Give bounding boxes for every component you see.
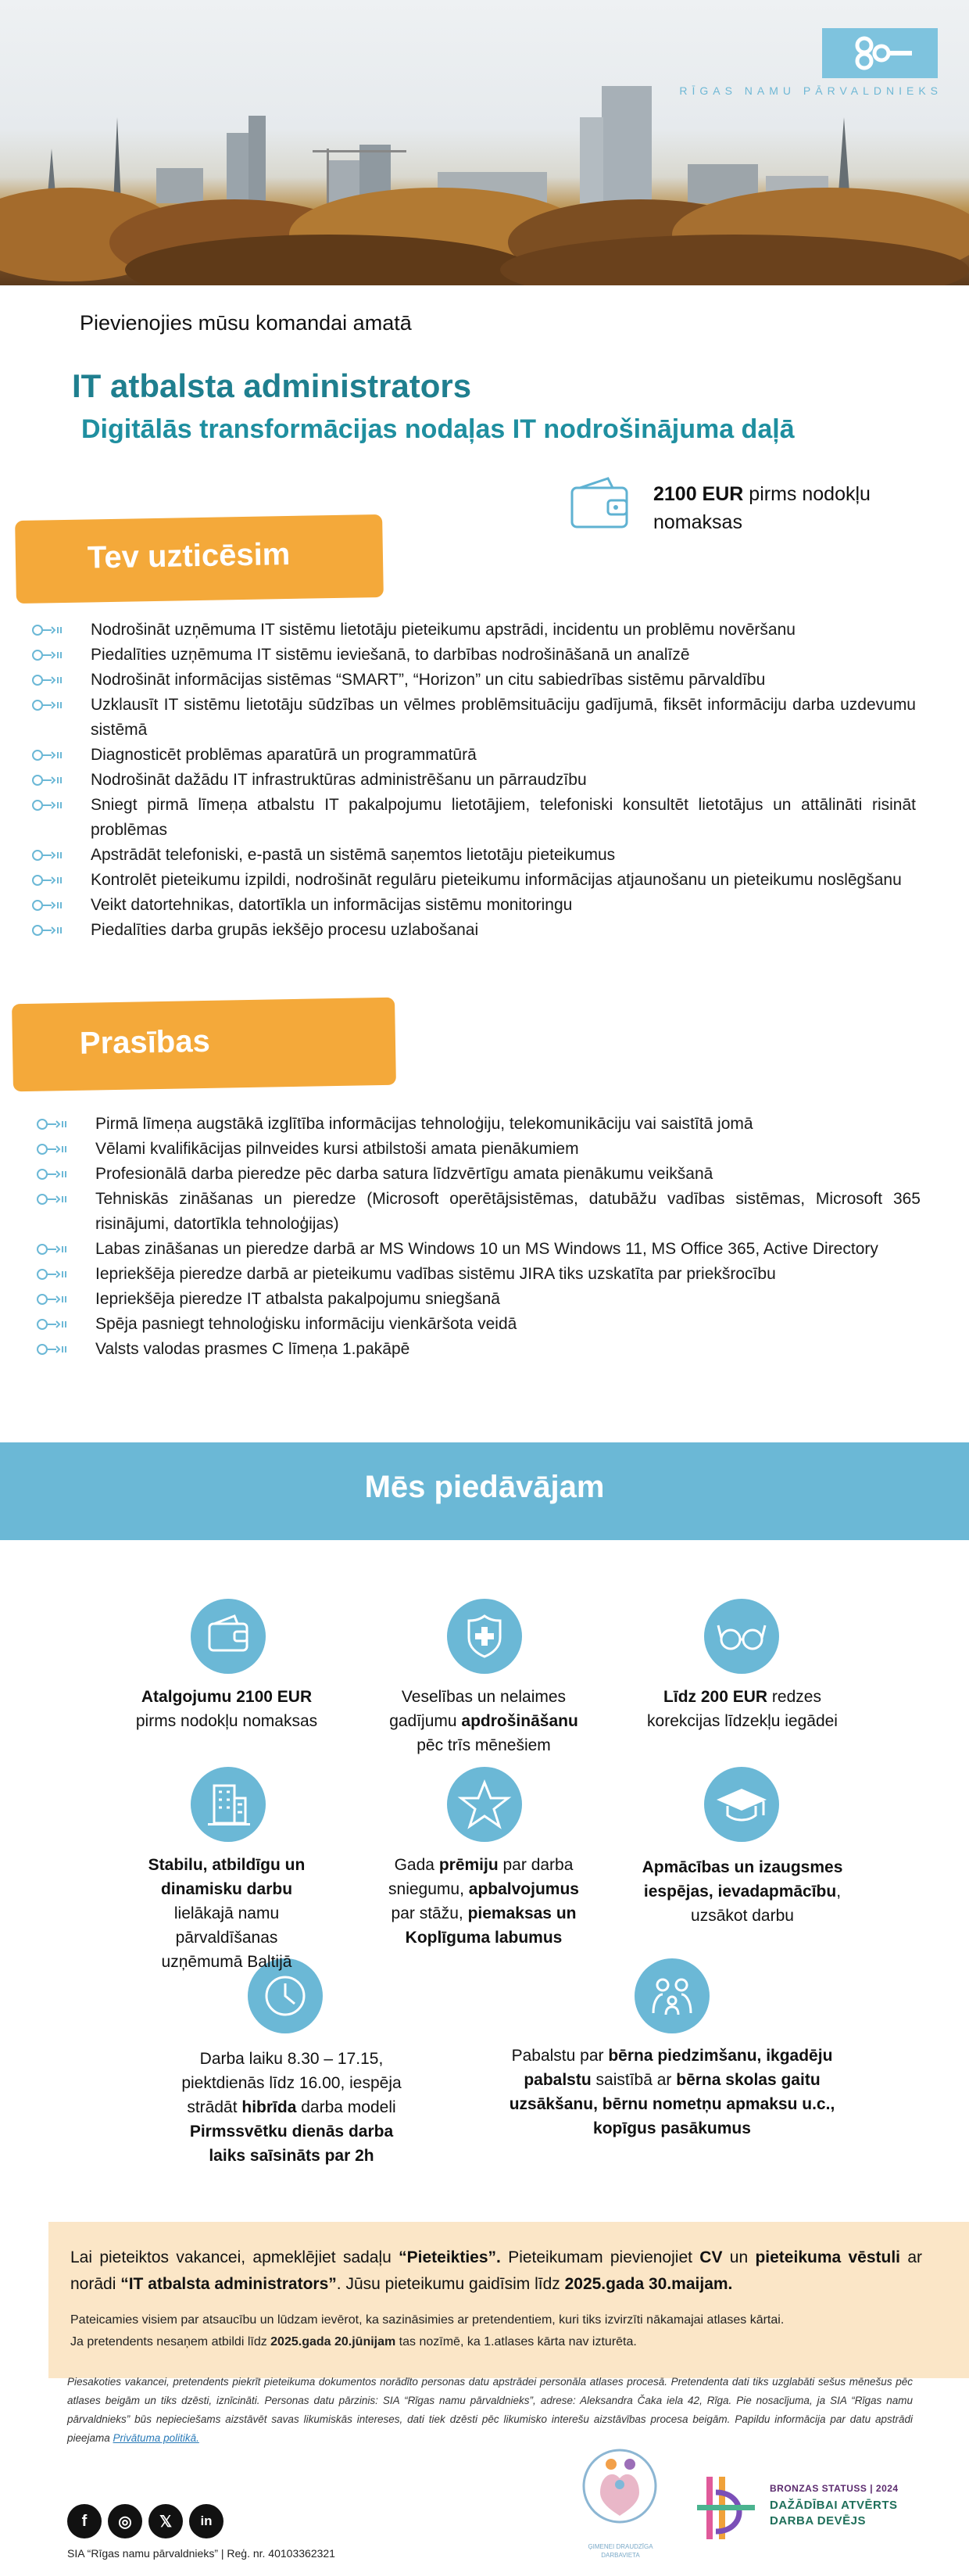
- arrow-bullet-icon: [31, 649, 66, 661]
- benefit-bonus: Gada prēmiju par darba sniegumu, apbalvojumus par stāžu, piemaksas un Koplīguma labumus: [388, 1856, 579, 1947]
- arrow-bullet-icon: [31, 674, 66, 686]
- diversity-badge-status: BRONZAS STATUSS | 2024: [770, 2483, 899, 2494]
- apply-instructions: Lai pieteiktos vakancei, apmeklējiet sadaļu “Pieteikties”. Pieteikumam pievienojiet CV un pieteikuma vēstuli ar norādi “IT atbalsta administrators”. Jūsu pieteikumu gaidīsim līdz 2025.gada 30.maijam.: [70, 2248, 923, 2293]
- diversity-badge-line1: DAŽĀDĪBAI ATVĒRTS: [770, 2499, 898, 2512]
- list-item: Veikt datortehnikas, datortīkla un informācijas sistēmu monitoringu: [31, 893, 916, 918]
- list-item: Nodrošināt informācijas sistēmas “SMART”, “Horizon” un citu sabiedrības sistēmu pārvaldību: [31, 668, 916, 693]
- arrow-bullet-icon: [31, 924, 66, 937]
- job-title: IT atbalsta administrators: [72, 367, 472, 404]
- offer-heading: Mēs piedāvājam: [364, 1470, 605, 1504]
- benefit-salary: Atalgojumu 2100 EUR pirms nodokļu nomaksas: [135, 1688, 318, 1730]
- arrow-bullet-icon: [36, 1293, 70, 1306]
- list-item: Diagnosticēt problēmas aparatūrā un programmatūrā: [31, 743, 916, 768]
- list-item: Piedalīties uzņēmuma IT sistēmu ieviešanā, to darbības nodrošināšanā un analīzē: [31, 643, 916, 668]
- benefit-training: Apmācības un izaugsmes iespējas, ievadapmācību, uzsākot darbu: [642, 1858, 843, 1925]
- wallet-icon: [569, 477, 631, 532]
- linkedin-icon[interactable]: in: [189, 2504, 223, 2538]
- building-icon: [191, 1767, 266, 1842]
- list-item: Tehniskās zināšanas un pieredze (Microsoft operētājsistēmas, datubāžu vadības sistēmas, Microsoft 365 risinājumi, datortīkla tehnoloģijas): [36, 1187, 921, 1237]
- responsibilities-heading: Tev uzticēsim: [15, 514, 384, 604]
- list-item: Valsts valodas prasmes C līmeņa 1.pakāpē: [36, 1337, 921, 1362]
- list-item: Iepriekšēja pieredze darbā ar pieteikumu vadības sistēmu JIRA tiks uzskatīta par priekšrocību: [36, 1262, 921, 1287]
- diversity-badge-icon: [692, 2469, 760, 2547]
- list-item: Uzklausīt IT sistēmu lietotāju sūdzības un vēlmes problēmsituāciju gadījumā, fiksēt informāciju darba uzdevumu sistēmā: [31, 693, 916, 743]
- arrow-bullet-icon: [31, 699, 66, 711]
- list-item: Vēlami kvalifikācijas pilnveides kursi atbilstoši amata pienākumiem: [36, 1137, 921, 1162]
- benefit-working-hours: Darba laiku 8.30 – 17.15, piektdienās līdz 16.00, iespēja strādāt hibrīda darba modeli Pirmssvētku dienās darba laiks saīsināts par 2h: [181, 2050, 402, 2165]
- arrow-bullet-icon: [36, 1118, 70, 1130]
- arrow-bullet-icon: [31, 899, 66, 912]
- arrow-bullet-icon: [36, 1268, 70, 1281]
- list-item: Pirmā līmeņa augstākā izglītība informācijas tehnoloģiju, telekomunikāciju vai saistītā jomā: [36, 1112, 921, 1137]
- requirements-list: [36, 1112, 921, 1362]
- arrow-bullet-icon: [36, 1318, 70, 1331]
- arrow-bullet-icon: [31, 624, 66, 636]
- requirements-heading: Prasības: [12, 998, 396, 1092]
- salary-info: 2100 EUR pirms nodokļu nomaksas: [653, 483, 871, 533]
- facebook-icon[interactable]: f: [67, 2504, 102, 2538]
- list-item: Apstrādāt telefoniski, e-pastā un sistēmā saņemtos lietotāju pieteikumus: [31, 843, 916, 868]
- list-item: Profesionālā darba pieredze pēc darba satura līdzvērtīgu amata pienākumu veikšanā: [36, 1162, 921, 1187]
- list-item: Nodrošināt dažādu IT infrastruktūras administrēšanu un pārraudzību: [31, 768, 916, 793]
- graduation-cap-icon: [704, 1767, 779, 1842]
- glasses-icon: [704, 1599, 779, 1674]
- list-item: Kontrolēt pieteikumu izpildi, nodrošināt regulāru pieteikumu informācijas atjaunošanu un pieteikumu noslēgšanu: [31, 868, 916, 893]
- company-info: SIA “Rīgas namu pārvaldnieks” | Reģ. nr. 40103362321: [67, 2547, 335, 2560]
- instagram-icon[interactable]: ◎: [108, 2504, 142, 2538]
- apply-note: Pateicamies visiem par atsaucību un lūdzam ievērot, ka sazināsimies ar pretendentiem, kuri tiks izvirzīti nākamajai atlases kārtai. Ja pretendents nesaņem atbildi līdz 2025.gada 20.jūnijam tas nozīmē, ka 1.atlases kārta nav izturēta.: [70, 2313, 785, 2348]
- arrow-bullet-icon: [31, 774, 66, 786]
- logo-wordmark: RĪGAS NAMU PĀRVALDNIEKS: [679, 84, 942, 97]
- health-shield-icon: [447, 1599, 522, 1674]
- arrow-bullet-icon: [36, 1143, 70, 1155]
- arrow-bullet-icon: [36, 1193, 70, 1206]
- department-subtitle: Digitālās transformācijas nodaļas IT nodrošinājuma daļā: [81, 414, 795, 444]
- benefit-glasses: Līdz 200 EUR redzes korekcijas līdzekļu iegādei: [647, 1688, 838, 1730]
- family-friendly-badge: [577, 2438, 663, 2547]
- benefit-stable-work: Stabilu, atbildīgu un dinamisku darbu lielākajā namu pārvaldīšanas uzņēmumā Baltijā: [148, 1856, 306, 1971]
- privacy-notice: Piesakoties vakancei, pretendents piekrīt pieteikuma dokumentos norādīto personas datu apstrādei personāla atlases procesā. Pretendenta dati tiks uzglabāti sešus mēnešus pēc atlases beigām un tiks dzēsti, iznīcināti. Personas datu pārzinis: SIA “Rīgas namu pārvaldnieks”, adrese: Aleksandra Čaka iela 42, Rīga. Pie nosacījuma, ja SIA “Rīgas namu pārvaldnieks” būs nepieciešams aizstāvēt savas likumiskās intereses, dati tiek dzēsti pēc likumisko interešu aizstāvības procesa beigām. Papildu informācija par datu apstrādi pieejama Privātuma politikā.: [67, 2376, 913, 2444]
- privacy-policy-link[interactable]: Privātuma politikā.: [113, 2432, 199, 2444]
- list-item: Piedalīties darba grupās iekšējo procesu uzlabošanai: [31, 918, 916, 943]
- list-item: Spēja pasniegt tehnoloģisku informāciju vienkāršota veidā: [36, 1312, 921, 1337]
- arrow-bullet-icon: [31, 749, 66, 761]
- list-item: Labas zināšanas un pieredze darbā ar MS Windows 10 un MS Windows 11, MS Office 365, Active Directory: [36, 1237, 921, 1262]
- star-icon: [447, 1767, 522, 1842]
- x-icon[interactable]: 𝕏: [148, 2504, 183, 2538]
- arrow-bullet-icon: [36, 1243, 70, 1256]
- wallet-icon: [191, 1599, 266, 1674]
- arrow-bullet-icon: [31, 849, 66, 862]
- arrow-bullet-icon: [31, 874, 66, 887]
- arrow-bullet-icon: [31, 799, 66, 811]
- arrow-bullet-icon: [36, 1343, 70, 1356]
- benefit-insurance: Veselības un nelaimes gadījumu apdrošināšanu pēc trīs mēnešiem: [389, 1688, 578, 1754]
- responsibilities-list: [31, 618, 916, 943]
- hero-skyline-image: [0, 0, 969, 285]
- list-item: Nodrošināt uzņēmuma IT sistēmu lietotāju pieteikumu apstrādi, incidentu un problēmu novēršanu: [31, 618, 916, 643]
- company-logo: [822, 28, 938, 78]
- social-links: [67, 2504, 223, 2538]
- benefit-family: Pabalstu par bērna piedzimšanu, ikgadēju pabalstu saistībā ar bērna skolas gaitu uzsākšanu, bērnu nometņu apmaksu u.c., kopīgus pasākumus: [509, 2047, 835, 2137]
- diversity-badge-line2: DARBA DEVĒJS: [770, 2514, 866, 2528]
- family-friendly-badge-label: ĢIMENEI DRAUDZĪGA DARBAVIETA: [588, 2543, 653, 2559]
- family-icon: [635, 1958, 710, 2033]
- arrow-bullet-icon: [36, 1168, 70, 1181]
- list-item: Sniegt pirmā līmeņa atbalstu IT pakalpojumu lietotājiem, telefoniski konsultēt lietotājus un attālināti risināt problēmas: [31, 793, 916, 843]
- intro-text: Pievienojies mūsu komandai amatā: [80, 311, 412, 335]
- list-item: Iepriekšēja pieredze IT atbalsta pakalpojumu sniegšanā: [36, 1287, 921, 1312]
